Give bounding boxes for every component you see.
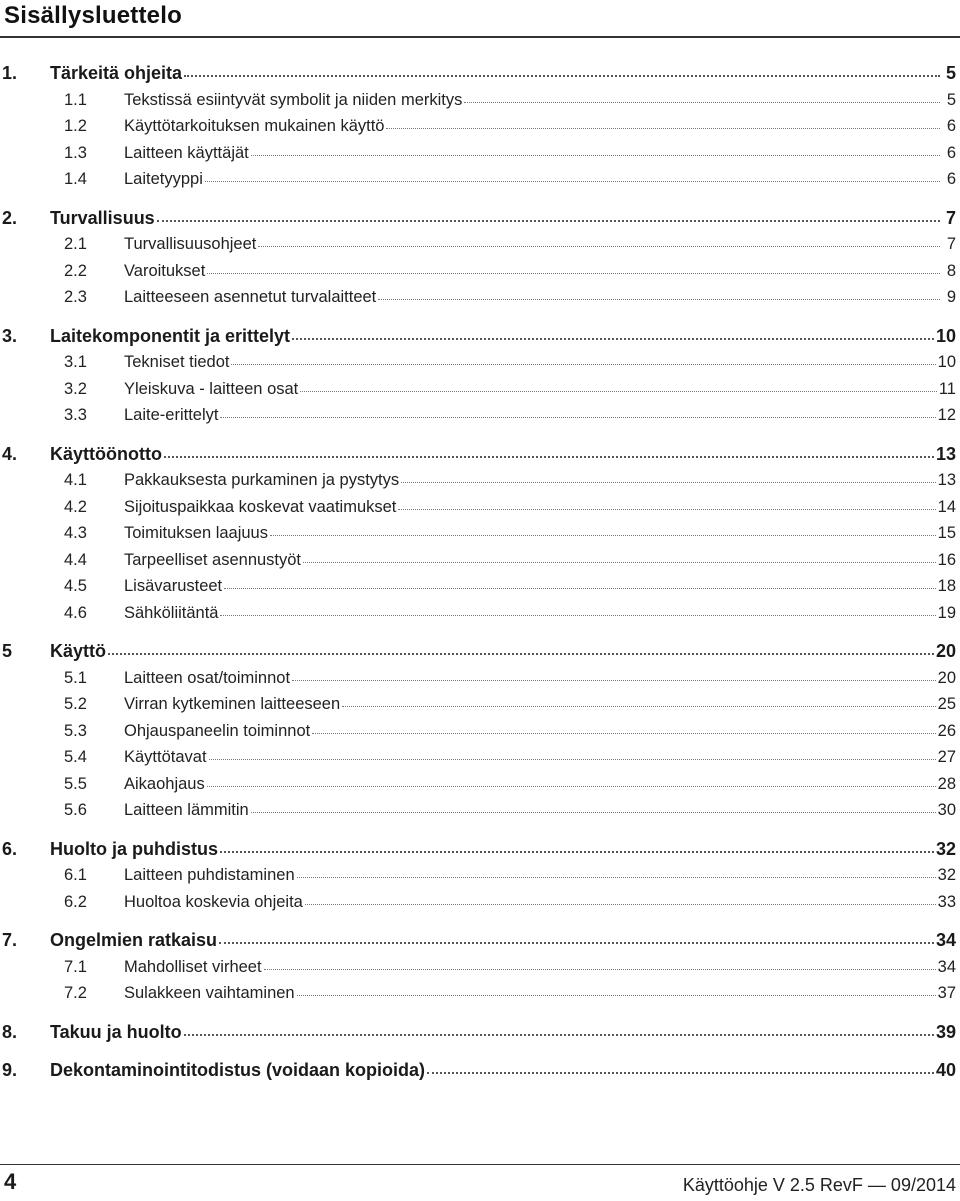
toc-dot-leader	[270, 522, 936, 539]
toc-section	[0, 638, 956, 824]
toc-entry-page: 6	[946, 117, 956, 135]
toc-dot-leader	[108, 639, 934, 657]
toc-entry-label: Virran kytkeminen laitteeseen	[124, 695, 341, 713]
toc-entry-page: 12	[937, 406, 956, 424]
toc-entry-sub[interactable]	[0, 718, 956, 745]
toc-section	[0, 205, 956, 311]
toc-entry-sub[interactable]	[0, 862, 956, 889]
toc-entry-label: Tarpeelliset asennustyöt	[124, 550, 302, 569]
toc-entry-page: 18	[937, 577, 956, 595]
toc-entry-label: Tekniset tiedot	[124, 353, 230, 371]
toc-entry-page: 6	[946, 143, 956, 162]
toc-entry-label: Sijoituspaikkaa koskevat vaatimukset	[124, 497, 397, 516]
toc-entry-number: 1.	[2, 63, 18, 83]
toc-entry-sub[interactable]	[0, 113, 956, 140]
toc-entry-page: 15	[937, 524, 956, 542]
toc-entry-label: Dekontaminointitodistus (voidaan kopioida)	[50, 1060, 426, 1080]
toc-entry-page: 27	[937, 748, 956, 766]
toc-dot-leader	[209, 746, 936, 763]
toc-entry-number: 4.1	[64, 471, 87, 489]
toc-entry-label: Huoltoa koskevia ohjeita	[124, 892, 303, 911]
toc-entry-main[interactable]	[0, 205, 956, 232]
toc-entry-number: 2.1	[64, 235, 87, 253]
toc-entry-label: Varoitukset	[124, 261, 206, 280]
toc-entry-page: 14	[937, 497, 956, 516]
toc-entry-label: Laitteen puhdistaminen	[124, 866, 295, 884]
toc-entry-label: Laitteeseen asennetut turvalaitteet	[124, 288, 377, 306]
toc-entry-main[interactable]	[0, 323, 956, 350]
toc-dot-leader	[305, 890, 936, 907]
toc-entry-sub[interactable]	[0, 771, 956, 798]
toc-entry-page: 16	[937, 550, 956, 569]
toc-dot-leader	[184, 61, 940, 79]
toc-entry-number: 5.1	[64, 668, 87, 687]
toc-entry-page: 33	[937, 892, 956, 911]
toc-entry-sub[interactable]	[0, 349, 956, 376]
toc-entry-number: 3.3	[64, 406, 87, 424]
toc-entry-number: 1.3	[64, 143, 87, 162]
toc-entry-sub[interactable]	[0, 980, 956, 1007]
toc-dot-leader	[224, 575, 936, 592]
toc-entry-label: Turvallisuusohjeet	[124, 235, 257, 253]
toc-entry-label: Yleiskuva - laitteen osat	[124, 379, 299, 398]
toc-entry-label: Käyttötarkoituksen mukainen käyttö	[124, 117, 385, 135]
toc-entry-label: Käyttö	[50, 641, 107, 661]
toc-entry-number: 4.6	[64, 603, 87, 622]
toc-entry-page: 7	[946, 235, 956, 253]
toc-entry-page: 11	[938, 379, 956, 398]
toc-entry-sub[interactable]	[0, 600, 956, 627]
toc-entry-main[interactable]	[0, 638, 956, 665]
toc-entry-number: 5	[2, 641, 13, 661]
toc-entry-sub[interactable]	[0, 573, 956, 600]
toc-entry-label: Käyttötavat	[124, 748, 207, 766]
toc-entry-page: 13	[937, 471, 956, 489]
toc-dot-leader	[207, 259, 940, 276]
footer-divider	[0, 1164, 960, 1165]
toc-entry-number: 7.1	[64, 957, 87, 976]
toc-entry-label: Tekstissä esiintyvät symbolit ja niiden merkitys	[124, 90, 463, 109]
toc-entry-sub[interactable]	[0, 744, 956, 771]
toc-entry-number: 6.	[2, 838, 18, 859]
toc-entry-number: 9.	[2, 1060, 18, 1080]
toc-entry-page: 7	[945, 207, 956, 228]
toc-entry-label: Tärkeitä ohjeita	[50, 63, 183, 83]
toc-entry-label: Pakkauksesta purkaminen ja pystytys	[124, 471, 400, 489]
toc-dot-leader	[386, 115, 940, 132]
toc-entry-page: 26	[937, 721, 956, 740]
toc-dot-leader	[220, 404, 935, 421]
toc-entry-label: Laitetyyppi	[124, 170, 203, 188]
toc-entry-label: Sähköliitäntä	[124, 603, 219, 622]
toc-entry-number: 5.6	[64, 801, 87, 819]
toc-entry-number: 5.5	[64, 774, 87, 793]
toc-entry-number: 3.1	[64, 353, 87, 371]
toc-dot-leader	[258, 233, 940, 250]
toc-entry-label: Toimituksen laajuus	[124, 524, 268, 542]
toc-entry-number: 7.2	[64, 984, 87, 1002]
toc-dot-leader	[297, 864, 936, 881]
toc-entry-label: Takuu ja huolto	[50, 1021, 182, 1042]
toc-entry-label: Ongelmien ratkaisu	[50, 930, 218, 950]
toc-entry-number: 4.4	[64, 550, 87, 569]
toc-entry-sub[interactable]	[0, 376, 956, 403]
toc-dot-leader	[184, 1020, 934, 1038]
toc-entry-main[interactable]	[0, 60, 956, 87]
toc-entry-sub[interactable]	[0, 231, 956, 258]
toc-entry-label: Sulakkeen vaihtaminen	[124, 984, 295, 1002]
toc-entry-number: 5.4	[64, 748, 87, 766]
toc-entry-number: 2.	[2, 207, 18, 228]
toc-dot-leader	[251, 799, 936, 816]
toc-entry-number: 2.2	[64, 261, 87, 280]
title-divider	[0, 36, 960, 38]
toc-section	[0, 1019, 956, 1046]
toc-entry-page: 6	[946, 170, 956, 188]
toc-entry-number: 7.	[2, 930, 18, 950]
toc-entry-number: 4.5	[64, 577, 87, 595]
toc-entry-page: 5	[945, 63, 956, 83]
toc-entry-page: 39	[935, 1021, 956, 1042]
toc-entry-label: Käyttöönotto	[50, 443, 162, 464]
toc-section	[0, 60, 956, 193]
toc-entry-page: 30	[937, 801, 956, 819]
page-title: Sisällysluettelo	[4, 2, 182, 29]
toc-entry-page: 34	[935, 930, 956, 950]
toc-entry-page: 20	[937, 668, 956, 687]
toc-entry-label: Laitekomponentit ja erittelyt	[50, 325, 291, 346]
toc-section	[0, 836, 956, 916]
toc-entry-sub[interactable]	[0, 797, 956, 824]
toc-entry-sub[interactable]	[0, 547, 956, 574]
toc-dot-leader	[378, 286, 940, 303]
toc-dot-leader	[398, 495, 935, 512]
toc-entry-page: 9	[946, 288, 956, 306]
toc-entry-sub[interactable]	[0, 467, 956, 494]
toc-dot-leader	[342, 693, 935, 710]
toc-entry-label: Mahdolliset virheet	[124, 957, 262, 976]
toc-dot-leader	[251, 141, 940, 158]
toc-entry-page: 10	[935, 325, 956, 346]
toc-dot-leader	[264, 955, 936, 972]
toc-entry-sub[interactable]	[0, 166, 956, 193]
footer-page-number: 4	[4, 1169, 17, 1194]
toc-entry-label: Laite-erittelyt	[124, 406, 219, 424]
toc-entry-page: 8	[946, 261, 956, 280]
toc-entry-sub[interactable]	[0, 889, 956, 916]
toc-entry-number: 1.1	[64, 90, 87, 109]
toc-section	[0, 441, 956, 627]
toc-entry-label: Laitteen lämmitin	[124, 801, 249, 819]
toc-section	[0, 1057, 956, 1084]
toc-entry-page: 5	[946, 90, 956, 109]
toc-entry-page: 10	[937, 353, 956, 371]
toc-dot-leader	[464, 88, 940, 105]
toc-entry-page: 13	[935, 443, 956, 464]
toc-dot-leader	[164, 442, 934, 460]
toc-entry-label: Ohjauspaneelin toiminnot	[124, 721, 311, 740]
toc-entry-number: 4.	[2, 443, 18, 464]
toc-entry-number: 3.	[2, 325, 18, 346]
toc-entry-number: 1.4	[64, 170, 87, 188]
toc-dot-leader	[300, 377, 937, 394]
toc-dot-leader	[220, 837, 934, 855]
toc-entry-sub[interactable]	[0, 665, 956, 692]
toc-dot-leader	[231, 351, 935, 368]
toc-entry-label: Huolto ja puhdistus	[50, 838, 218, 859]
toc-entry-main[interactable]	[0, 927, 956, 954]
toc-entry-page: 25	[937, 695, 956, 713]
toc-entry-sub[interactable]	[0, 140, 956, 167]
toc-entry-number: 2.3	[64, 288, 87, 306]
toc-entry-sub[interactable]	[0, 954, 956, 981]
toc-dot-leader	[207, 772, 936, 789]
toc-entry-number: 6.1	[64, 866, 87, 884]
toc-entry-main[interactable]	[0, 836, 956, 863]
toc-entry-main[interactable]	[0, 441, 956, 468]
toc-entry-sub[interactable]	[0, 520, 956, 547]
toc-entry-label: Laitteen osat/toiminnot	[124, 668, 291, 687]
toc-dot-leader	[303, 548, 936, 565]
toc-entry-number: 5.2	[64, 695, 87, 713]
toc-entry-sub[interactable]	[0, 494, 956, 521]
toc-entry-number: 3.2	[64, 379, 87, 398]
toc-entry-sub[interactable]	[0, 691, 956, 718]
toc-entry-page: 28	[937, 774, 956, 793]
toc-entry-page: 32	[937, 866, 956, 884]
toc-dot-leader	[297, 982, 936, 999]
toc-dot-leader	[312, 719, 935, 736]
toc-entry-sub[interactable]	[0, 87, 956, 114]
toc-entry-main[interactable]	[0, 1019, 956, 1046]
toc-entry-sub[interactable]	[0, 284, 956, 311]
toc-entry-page: 37	[937, 984, 956, 1002]
toc-dot-leader	[205, 168, 940, 185]
toc-dot-leader	[157, 206, 940, 224]
table-of-contents	[0, 60, 956, 1096]
toc-dot-leader	[220, 601, 935, 618]
toc-dot-leader	[219, 928, 934, 946]
toc-entry-label: Lisävarusteet	[124, 577, 223, 595]
toc-entry-main[interactable]	[0, 1057, 956, 1084]
toc-section	[0, 927, 956, 1007]
toc-entry-number: 4.3	[64, 524, 87, 542]
toc-entry-page: 34	[937, 957, 956, 976]
toc-dot-leader	[292, 324, 934, 342]
toc-entry-page: 40	[935, 1060, 956, 1080]
toc-entry-sub[interactable]	[0, 402, 956, 429]
toc-dot-leader	[401, 469, 936, 486]
toc-dot-leader	[427, 1058, 934, 1076]
toc-entry-number: 6.2	[64, 892, 87, 911]
toc-entry-label: Laitteen käyttäjät	[124, 143, 249, 162]
toc-entry-page: 19	[937, 603, 956, 622]
toc-entry-page: 20	[935, 641, 956, 661]
toc-section	[0, 323, 956, 429]
toc-entry-number: 5.3	[64, 721, 87, 740]
toc-entry-page: 32	[935, 838, 956, 859]
footer-document-info: Käyttöohje V 2.5 RevF — 09/2014	[682, 1175, 956, 1195]
toc-entry-sub[interactable]	[0, 258, 956, 285]
toc-entry-number: 4.2	[64, 497, 87, 516]
toc-entry-number: 8.	[2, 1021, 18, 1042]
toc-entry-number: 1.2	[64, 117, 87, 135]
toc-entry-label: Turvallisuus	[50, 207, 155, 228]
toc-entry-label: Aikaohjaus	[124, 774, 205, 793]
toc-dot-leader	[292, 666, 936, 683]
